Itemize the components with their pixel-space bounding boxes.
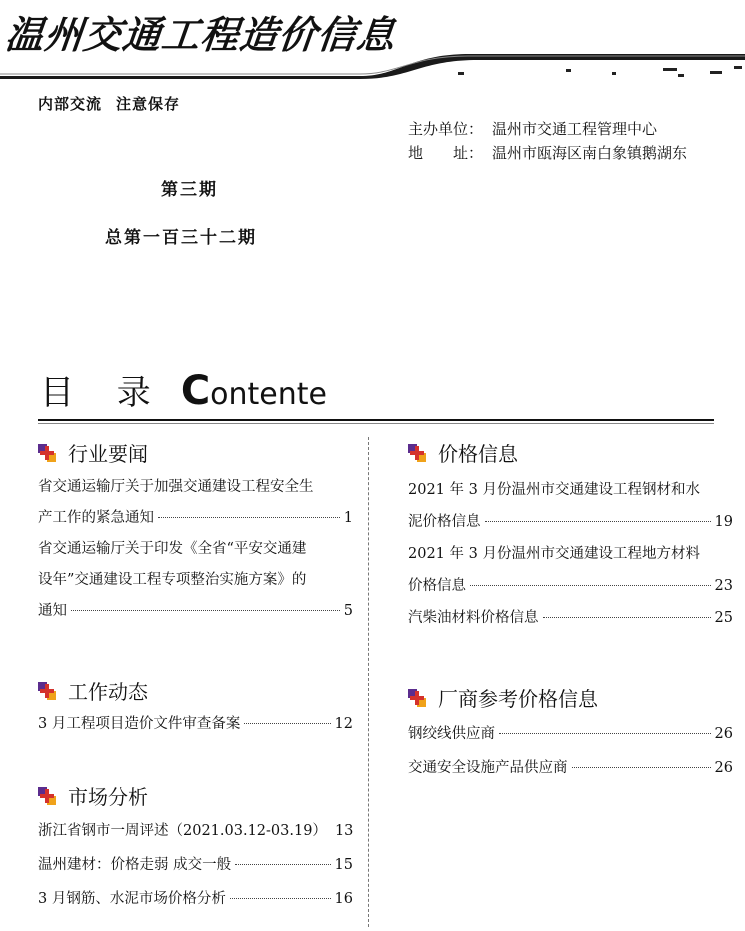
contents-heading-rest: ontente (210, 377, 327, 412)
toc-entry-line (408, 538, 733, 570)
notice-keep: 注意保存 (116, 95, 181, 113)
toc-entry-line (38, 596, 353, 627)
address-row (408, 141, 687, 165)
section-market-analysis (38, 781, 353, 810)
toc-entry-text: 3 月钢筋、水泥市场价格分析 (38, 891, 226, 907)
toc-entry-text: 产工作的紧急通知 (38, 510, 154, 526)
toc-page-number: 19 (714, 514, 733, 530)
toc-entry-line (38, 882, 353, 916)
section-title-text: 市场分析 (68, 785, 148, 809)
toc-entry-line (38, 565, 353, 596)
toc-page-number: 1 (343, 510, 353, 526)
toc-entry[interactable] (408, 751, 733, 785)
toc-page-number: 26 (714, 726, 733, 742)
toc-leader-dots (158, 517, 340, 518)
host-value: 温州市交通工程管理中心 (492, 120, 658, 138)
toc-leader-dots (485, 521, 711, 522)
section-vendor-prices (408, 683, 733, 712)
issue-number: 第三期 (161, 180, 218, 200)
masthead-title: 温州交通工程造价信息 (3, 13, 398, 57)
toc-entry-line (38, 814, 353, 848)
section-bullet-icon (38, 444, 56, 462)
toc-page-number: 16 (334, 891, 353, 907)
toc-page-number: 12 (334, 716, 353, 732)
entry-list (38, 472, 353, 627)
entry-list (408, 717, 733, 785)
toc-page-number: 15 (334, 857, 353, 873)
section-bullet-icon (408, 689, 426, 707)
contents-heading-zh: 目 录 (40, 373, 167, 413)
toc-entry[interactable] (38, 534, 353, 627)
section-title (38, 438, 353, 467)
toc-entry[interactable] (38, 472, 353, 534)
column-divider (368, 437, 369, 927)
toc-entry-line (408, 570, 733, 602)
toc-entry-line (38, 472, 353, 503)
contents-heading (40, 365, 327, 414)
toc-leader-dots (572, 767, 711, 768)
toc-entry-text: 设年”交通建设工程专项整治实施方案》的 (38, 572, 307, 588)
toc-page-number: 25 (714, 610, 733, 626)
toc-page-number: 26 (714, 760, 733, 776)
toc-entry-text: 钢绞线供应商 (408, 726, 495, 742)
section-industry-news (38, 438, 353, 467)
toc-leader-dots (235, 864, 330, 865)
host-label: 主办单位： (408, 120, 484, 138)
toc-entry-text: 2021 年 3 月份温州市交通建设工程地方材料 (408, 546, 700, 562)
toc-entry-text: 通知 (38, 603, 67, 619)
toc-entry-line (38, 709, 353, 740)
section-bullet-icon (38, 682, 56, 700)
toc-entry-text: 价格信息 (408, 578, 466, 594)
toc-entry-text: 温州建材：价格走弱 成交一般 (38, 857, 232, 873)
toc-entry-text: 汽柴油材料价格信息 (408, 610, 539, 626)
toc-entry[interactable] (408, 717, 733, 751)
toc-entry-line (38, 534, 353, 565)
toc-entry[interactable] (38, 848, 353, 882)
host-row (408, 117, 687, 141)
entry-list (408, 474, 733, 634)
contents-heading-initial: C (180, 368, 211, 414)
toc-entry[interactable] (408, 602, 733, 634)
heading-rule-thin (38, 423, 714, 424)
address-label: 地 址： (408, 144, 484, 162)
toc-entry-line (408, 474, 733, 506)
toc-entry[interactable] (38, 814, 353, 848)
notice-internal: 内部交流 (38, 95, 103, 113)
toc-entry-text: 交通安全设施产品供应商 (408, 760, 568, 776)
section-title (408, 438, 733, 467)
section-title-text: 厂商参考价格信息 (438, 687, 598, 711)
toc-entry-text: 省交通运输厅关于印发《全省“平安交通建 (38, 541, 307, 557)
contents-heading-en (180, 368, 327, 414)
toc-entry[interactable] (408, 538, 733, 602)
section-work-updates (38, 676, 353, 705)
entry-list (38, 709, 353, 740)
toc-entry-text: 省交通运输厅关于加强交通建设工程安全生 (38, 479, 314, 495)
toc-page-number: 13 (334, 823, 354, 839)
toc-entry-line (408, 751, 733, 785)
toc-entry-text: 泥价格信息 (408, 514, 481, 530)
section-price-info (408, 438, 733, 467)
toc-leader-dots (244, 723, 330, 724)
toc-entry-line (408, 602, 733, 634)
section-title-text: 价格信息 (438, 442, 518, 466)
section-title-text: 工作动态 (68, 680, 148, 704)
organizer-block (408, 117, 687, 165)
heading-rule (38, 419, 714, 421)
toc-entry[interactable] (38, 709, 353, 740)
section-title (38, 676, 353, 705)
toc-leader-dots (71, 610, 340, 611)
section-title-text: 行业要闻 (68, 442, 148, 466)
toc-leader-dots (230, 898, 331, 899)
issue-total: 总第一百三十二期 (105, 228, 257, 248)
toc-entry-text: 3 月工程项目造价文件审查备案 (38, 716, 241, 732)
masthead-swoosh (0, 52, 745, 82)
section-bullet-icon (408, 444, 426, 462)
toc-page-number: 23 (714, 578, 733, 594)
address-value: 温州市瓯海区南白象镇鹅湖东 (492, 144, 688, 162)
toc-entry-text: 2021 年 3 月份温州市交通建设工程钢材和水 (408, 482, 700, 498)
internal-notice (38, 93, 180, 114)
toc-entry-line (408, 717, 733, 751)
toc-leader-dots (499, 733, 711, 734)
toc-leader-dots (543, 617, 711, 618)
entry-list (38, 814, 353, 916)
toc-entry-text: 浙江省钢市一周评述（2021.03.12-03.19） (38, 823, 327, 839)
toc-entry-line (38, 848, 353, 882)
toc-leader-dots (470, 585, 711, 586)
section-title (38, 781, 353, 810)
toc-entry[interactable] (38, 882, 353, 916)
toc-entry[interactable] (408, 474, 733, 538)
section-bullet-icon (38, 787, 56, 805)
section-title (408, 683, 733, 712)
toc-page-number: 5 (343, 603, 353, 619)
toc-entry-line (38, 503, 353, 534)
toc-entry-line (408, 506, 733, 538)
